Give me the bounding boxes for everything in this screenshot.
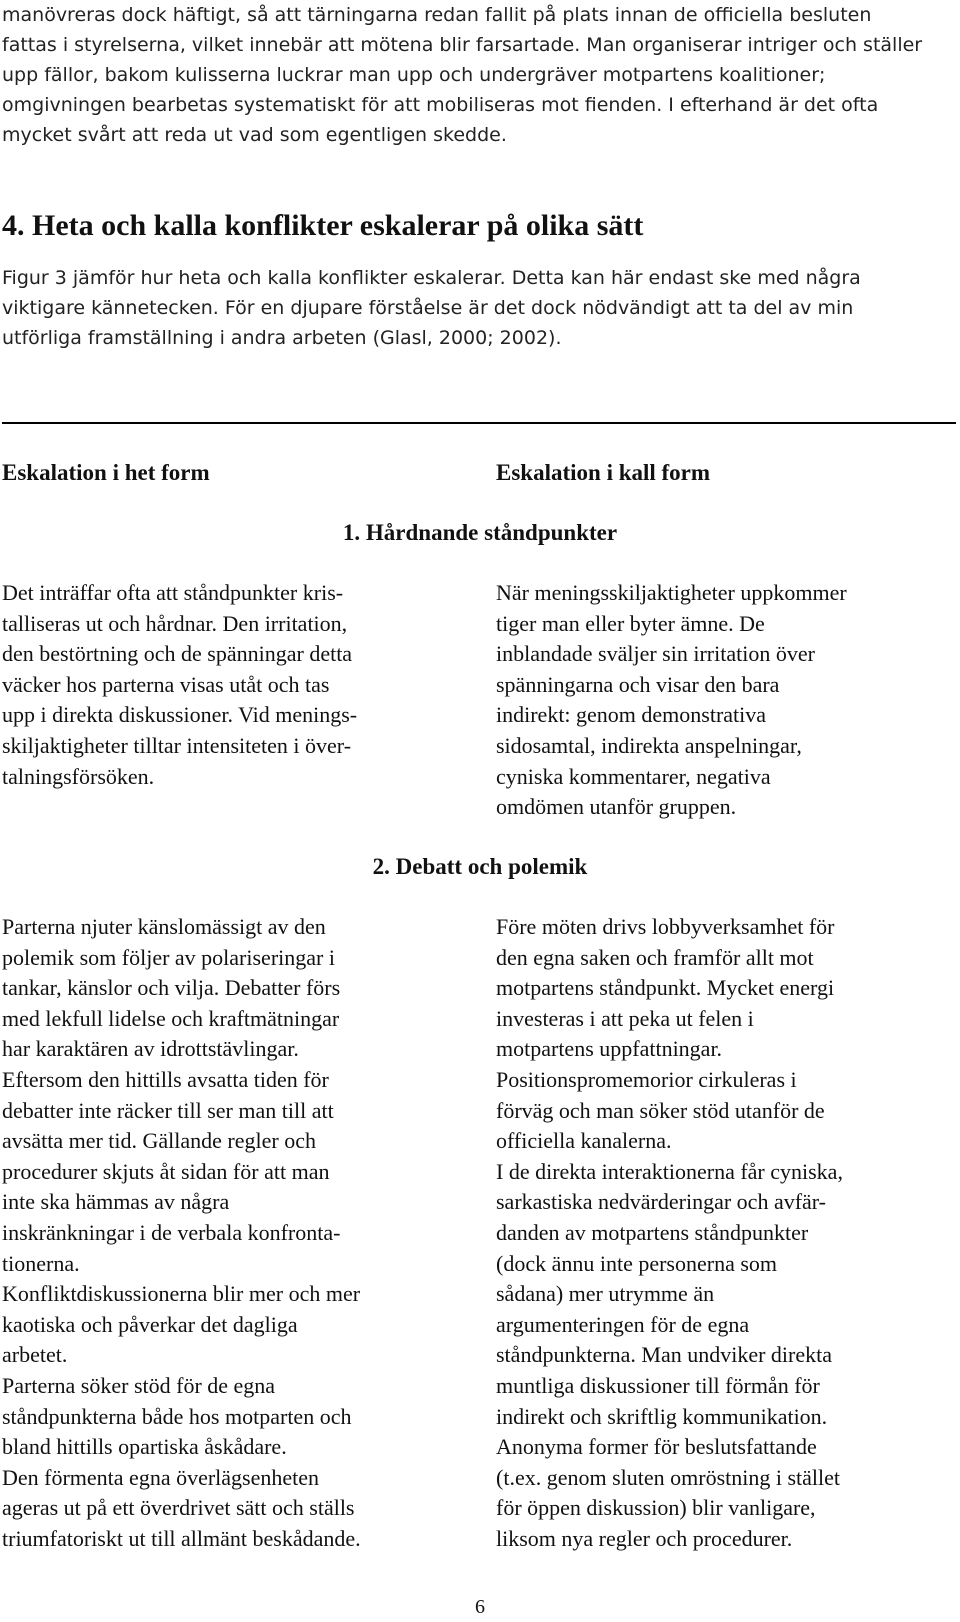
text-line: indirekt: genom demonstrativa <box>496 702 767 728</box>
section-heading: 4. Heta och kalla konflikter eskalerar på olika sätt <box>2 209 644 242</box>
stage-1-cold-text <box>496 578 936 823</box>
text-line: avsätta mer tid. Gällande regler och <box>2 1128 316 1154</box>
text-line: inskränkningar i de verbala konfronta- <box>2 1219 341 1245</box>
text-line: motpartens uppfattningar. <box>496 1036 723 1062</box>
stage-2-title: 2. Debatt och polemik <box>372 854 588 879</box>
text-line: Anonyma former för beslutsfattande <box>496 1434 817 1460</box>
stage-2-hot-text <box>2 912 442 1554</box>
text-line: cyniska kommentarer, negativa <box>496 763 771 789</box>
text-line: sarkastiska nedvärderingar och avfär- <box>496 1189 827 1215</box>
text-line: indirekt och skriftlig kommunikation. <box>496 1403 828 1429</box>
table-top-rule <box>2 422 956 424</box>
text-line: Eftersom den hittills avsatta tiden för <box>2 1066 329 1092</box>
text-line: den egna saken och framför allt mot <box>496 944 814 970</box>
text-line: inte ska hämmas av några <box>2 1189 230 1215</box>
text-line: Positionspromemorior cirkuleras i <box>496 1066 797 1092</box>
text-line: med lekfull lidelse och kraftmätningar <box>2 1005 340 1031</box>
text-line: inblandade sväljer sin irritation över <box>496 641 815 667</box>
hot-escalation-header: Eskalation i het form <box>2 460 210 485</box>
text-line: (t.ex. genom sluten omröstning i stället <box>496 1464 841 1490</box>
text-line: arbetet. <box>2 1342 68 1368</box>
page-number: 6 <box>475 1596 485 1618</box>
intro-paragraph: manövreras dock häftigt, så att tärningarna redan fallit på plats innan de officiella besluten fattas i styrelserna, vilket innebär att mötena blir farsartade. Man organiserar intriger och ställer upp fällor, bakom kulisserna luckrar man upp och undergräver motpartens koalitioner; omgivningen bearbetas systematiskt för att mobiliseras mot fienden. I efterhand är det ofta mycket svårt att reda ut vad som egentligen skedde. <box>2 4 923 146</box>
text-line: Parterna söker stöd för de egna <box>2 1372 276 1398</box>
text-line: den bestörtning och de spänningar detta <box>2 641 353 667</box>
text-line: kaotiska och påverkar det dagliga <box>2 1311 298 1337</box>
text-line: tankar, känslor och vilja. Debatter förs <box>2 975 341 1001</box>
text-line: (dock ännu inte personerna som <box>496 1250 778 1276</box>
text-line: Före möten drivs lobbyverksamhet för <box>496 914 835 939</box>
text-line: ageras ut på ett överdrivet sätt och ställs <box>2 1495 355 1521</box>
text-line: tiger man eller byter ämne. De <box>496 610 765 636</box>
text-line: omdömen utanför gruppen. <box>496 794 737 820</box>
text-line: talliseras ut och hårdnar. Den irritation, <box>2 610 348 636</box>
text-line: skiljaktigheter tilltar intensiteten i över- <box>2 732 352 758</box>
text-line: procedurer skjuts åt sidan för att man <box>2 1158 330 1184</box>
text-line: sådana) mer utrymme än <box>496 1281 715 1307</box>
text-line: När meningsskiljaktigheter uppkommer <box>496 580 847 605</box>
text-line: för öppen diskussion) blir vanligare, <box>496 1495 816 1521</box>
text-line: Parterna njuter känslomässigt av den <box>2 914 326 939</box>
text-line: Det inträffar ofta att ståndpunkter kris- <box>2 580 344 605</box>
text-line: debatter inte räcker till ser man till att <box>2 1097 334 1123</box>
text-line: argumenteringen för de egna <box>496 1311 750 1337</box>
text-line: har karaktären av idrottstävlingar. <box>2 1036 299 1062</box>
cold-escalation-header: Eskalation i kall form <box>496 460 711 485</box>
text-line: triumfatoriskt ut till allmänt beskådande. <box>2 1525 361 1551</box>
text-line: liksom nya regler och procedurer. <box>496 1525 793 1551</box>
text-line: motpartens ståndpunkt. Mycket energi <box>496 975 835 1001</box>
text-line: Den förmenta egna överlägsenheten <box>2 1464 320 1490</box>
text-line: talningsförsöken. <box>2 763 155 789</box>
text-line: polemik som följer av polariseringar i <box>2 944 335 970</box>
text-line: upp i direkta diskussioner. Vid menings- <box>2 702 358 728</box>
text-line: Konfliktdiskussionerna blir mer och mer <box>2 1281 361 1307</box>
stage-1-hot-text <box>2 578 442 792</box>
text-line: väcker hos parterna visas utåt och tas <box>2 671 330 697</box>
text-line: officiella kanalerna. <box>496 1128 672 1154</box>
text-line: I de direkta interaktionerna får cyniska, <box>496 1158 843 1184</box>
text-line: bland hittills opartiska åskådare. <box>2 1434 287 1460</box>
text-line: investeras i att peka ut felen i <box>496 1005 754 1031</box>
stage-1-title: 1. Hårdnande ståndpunkter <box>342 520 618 545</box>
stage-2-cold-text <box>496 912 936 1554</box>
text-line: danden av motpartens ståndpunkter <box>496 1219 809 1245</box>
section-paragraph: Figur 3 jämför hur heta och kalla konflikter eskalerar. Detta kan här endast ske med några viktigare kännetecken. För en djupare förståelse är det dock nödvändigt att ta del av min utförliga framställning i andra arbeten (Glasl, 2000; 2002). <box>2 267 861 349</box>
text-line: muntliga diskussioner till förmån för <box>496 1372 820 1398</box>
text-line: sidosamtal, indirekta anspelningar, <box>496 732 802 758</box>
text-line: ståndpunkterna både hos motparten och <box>2 1403 352 1429</box>
text-line: förväg och man söker stöd utanför de <box>496 1097 825 1123</box>
text-line: spänningarna och visar den bara <box>496 671 780 697</box>
text-line: tionerna. <box>2 1250 80 1276</box>
text-line: ståndpunkterna. Man undviker direkta <box>496 1342 833 1368</box>
